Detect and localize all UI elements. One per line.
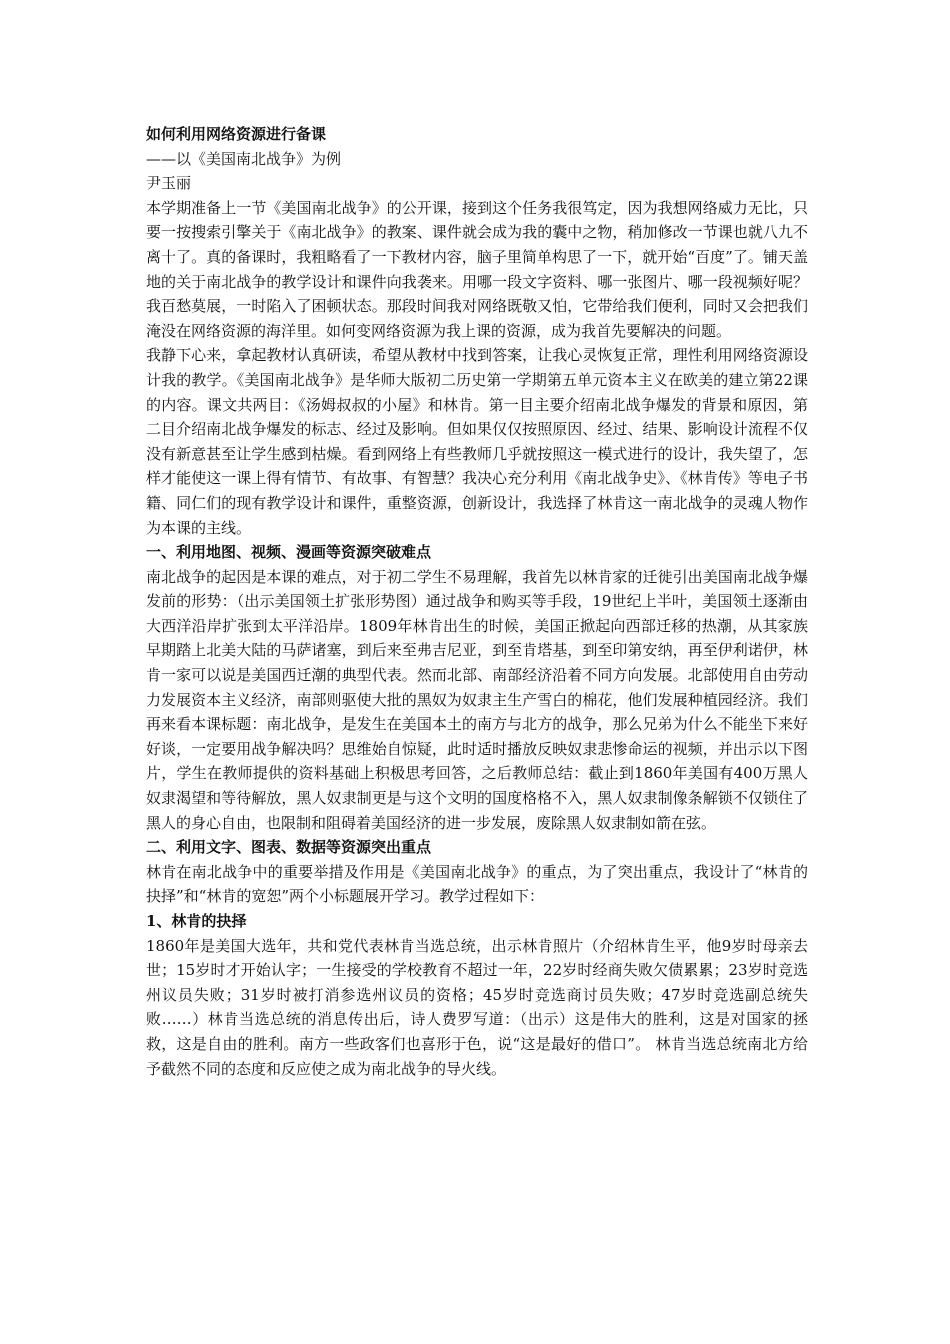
intro-paragraph-2: 我静下心来，拿起教材认真研读，希望从教材中找到答案，让我心灵恢复正常，理性利用网络资源设计我的教学。《美国南北战争》是华师大版初二历史第一学期第五单元资本主义在欧美的建立第22课的内容。课文共两目：《汤姆叔叔的小屋》和林肯。第一目主要介绍南北战争爆发的背景和原因，第二目介绍南北战争爆发的标志、经过及影响。但如果仅仅按照原因、经过、结果、影响设计流程不仅没有新意甚至让学生感到枯燥。看到网络上有些教师几乎就按照这一模式进行的设计，我失望了，怎样才能使这一课上得有情节、有故事、有智慧？我决心充分利用《南北战争史》、《林肯传》等电子书籍、同仁们的现有教学设计和课件，重整资源，创新设计，我选择了林肯这一南北战争的灵魂人物作为本课的主线。 [146,346,808,537]
document-title: 如何利用网络资源进行备课 [146,125,327,143]
section-1-heading: 一、利用地图、视频、漫画等资源突破难点 [146,543,432,562]
section-1-paragraph: 南北战争的起因是本课的难点，对于初二学生不易理解，我首先以林肯家的迁徙引出美国南北战争爆发前的形势：（出示美国领土扩张形势图）通过战争和购买等手段，19世纪上半叶，美国领土逐渐由大西洋沿岸扩张到太平洋沿岸。1809年林肯出生的时候，美国正掀起向西部迁移的热潮，从其家族早期踏上北美大陆的马萨诸塞，到后来至弗吉尼亚，到至肯塔基，到至印第安纳，再至伊利诺伊，林肯一家可以说是美国西迁潮的典型代表。然而北部、南部经济沿着不同方向发展。北部使用自由劳动力发展资本主义经济，南部则驱使大批的黑奴为奴隶主生产雪白的棉花，他们发展种植园经济。我们再来看本课标题：南北战争，是发生在美国本土的南方与北方的战争，那么兄弟为什么不能坐下来好好谈，一定要用战争解决吗？思维始自惊疑，此时适时播放反映奴隶悲惨命运的视频，并出示以下图片，学生在教师提供的资料基础上积极思考回答，之后教师总结：截止到1860年美国有400万黑人奴隶渴望和等待解放，黑人奴隶制更是与这个文明的国度格格不入，黑人奴隶制像条解锁不仅锁住了黑人的身心自由，也限制和阻碍着美国经济的进一步发展，废除黑人奴隶制如箭在弦。 [146,567,808,832]
document-author: 尹玉丽 [146,174,192,193]
subsection-1-paragraph: 1860年是美国大选年，共和党代表林肯当选总统，出示林肯照片（介绍林肯生平，他9岁时母亲去世；15岁时才开始认字；一生接受的学校教育不超过一年，22岁时经商失败欠债累累；23岁时竞选州议员失败；31岁时被打消参选州议员的资格；45岁时竞选商讨员失败；47岁时竞选副总统失败……）林肯当选总统的消息传出后，诗人费罗写道：（出示）这是伟大的胜利，这是对国家的拯救，这是自由的胜利。南方一些政客们也喜形于色，说“这是最好的借口”。 林肯当选总统南北方给予截然不同的态度和反应使之成为南北战争的导火线。 [146,936,808,1078]
document-body [146,122,808,1081]
document-subtitle: ——以《美国南北战争》为例 [146,149,342,168]
section-2-paragraph: 林肯在南北战争中的重要举措及作用是《美国南北战争》的重点，为了突出重点，我设计了“林肯的抉择”和“林肯的宽恕”两个小标题展开学习。教学过程如下： [146,862,808,906]
subsection-1-heading: 1、林肯的抉择 [146,912,247,930]
intro-paragraph-1: 本学期准备上一节《美国南北战争》的公开课，接到这个任务我很笃定，因为我想网络威力无比，只要一按搜索引擎关于《南北战争》的教案、课件就会成为我的囊中之物，稍加修改一节课也就八九不离十了。真的备课时，我粗略看了一下教材内容，脑子里简单构思了一下，就开始“百度”了。铺天盖地的关于南北战争的教学设计和课件向我袭来。用哪一段文字资料、哪一张图片、哪一段视频好呢？我百愁莫展，一时陷入了困顿状态。那段时间我对网络既敬又怕，它带给我们便利，同时又会把我们淹没在网络资源的海洋里。如何变网络资源为我上课的资源，成为我首先要解决的问题。 [146,198,808,340]
section-2-heading: 二、利用文字、图表、数据等资源突出重点 [146,838,432,857]
